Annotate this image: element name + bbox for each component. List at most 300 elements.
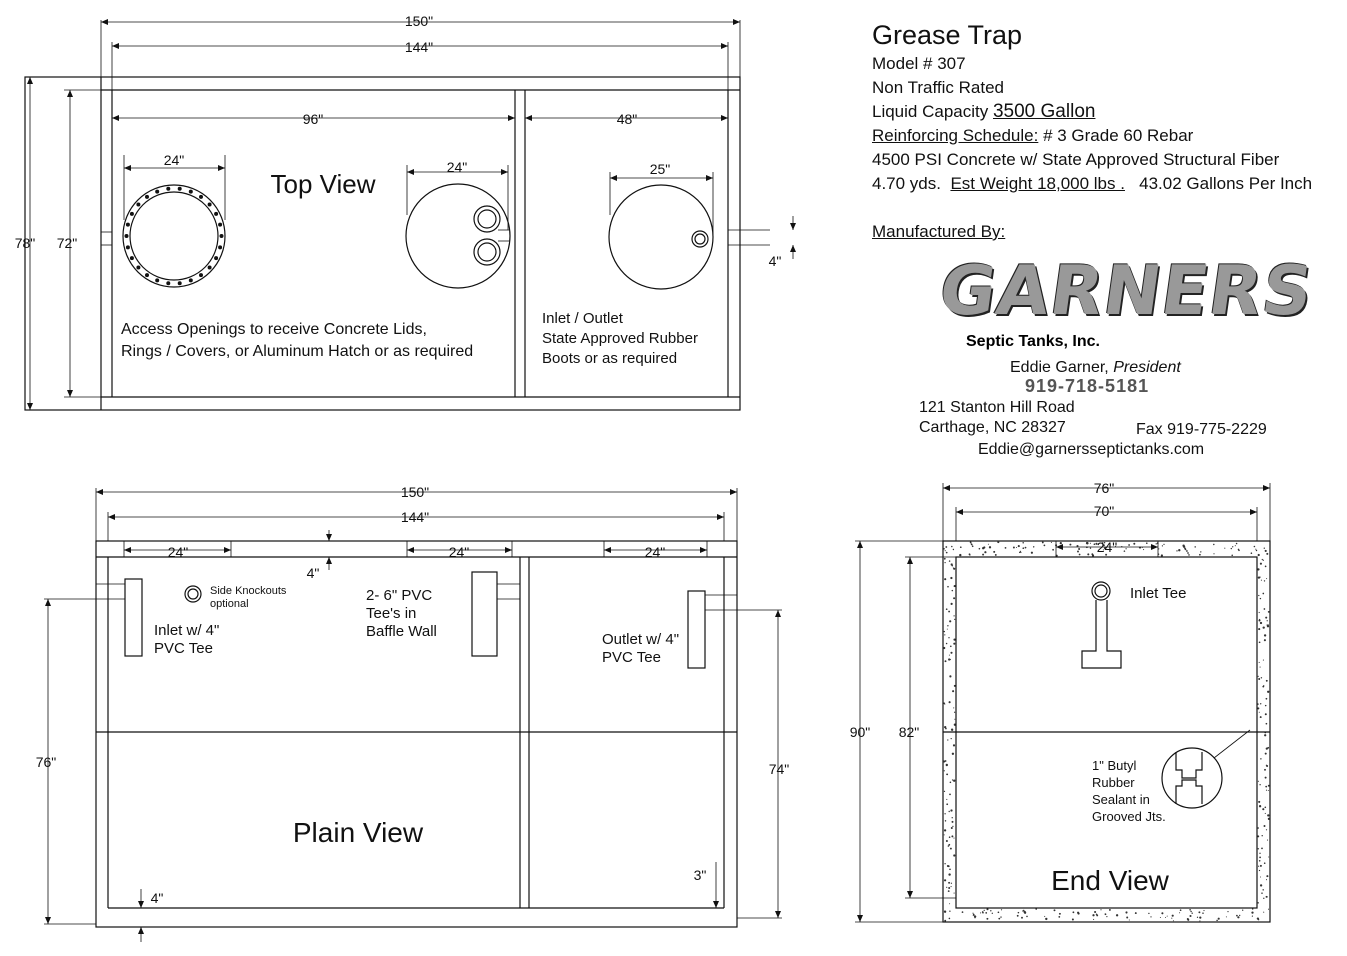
baffle-wall-tee bbox=[472, 572, 497, 656]
concrete-speckle bbox=[1238, 550, 1240, 552]
outlet-label-1: Outlet w/ 4" bbox=[602, 631, 680, 648]
concrete-speckle bbox=[1268, 818, 1270, 820]
manufactured-by: Manufactured By: bbox=[872, 222, 1006, 241]
access-opening-1 bbox=[123, 185, 225, 287]
yards: 4.70 yds. bbox=[872, 174, 941, 193]
concrete-speckle bbox=[1092, 554, 1094, 556]
concrete-speckle bbox=[982, 554, 984, 556]
concrete-speckle bbox=[1156, 543, 1157, 544]
concrete-speckle bbox=[1258, 554, 1260, 556]
top-dim-72: 72" bbox=[56, 235, 78, 251]
concrete-speckle bbox=[1100, 909, 1101, 910]
concrete-speckle bbox=[949, 918, 951, 920]
concrete-speckle bbox=[947, 865, 949, 867]
concrete-speckle bbox=[1268, 611, 1270, 613]
concrete-speckle bbox=[953, 597, 955, 599]
email-address: Eddie@garnersseptictanks.com bbox=[978, 441, 1205, 458]
concrete-speckle bbox=[1194, 546, 1196, 548]
concrete-speckle bbox=[953, 567, 954, 568]
concrete-speckle bbox=[945, 546, 947, 548]
concrete-speckle bbox=[1022, 910, 1023, 911]
concrete-speckle bbox=[1235, 545, 1236, 546]
concrete-speckle bbox=[1267, 747, 1269, 749]
concrete-speckle bbox=[1264, 548, 1265, 549]
concrete-speckle bbox=[949, 560, 950, 561]
concrete-speckle bbox=[1090, 543, 1091, 544]
concrete-speckle bbox=[1260, 884, 1262, 886]
concrete-speckle bbox=[1106, 916, 1107, 917]
concrete-speckle bbox=[1171, 918, 1172, 919]
concrete-speckle bbox=[1267, 620, 1268, 621]
concrete-speckle bbox=[1021, 917, 1023, 919]
concrete-speckle bbox=[1172, 915, 1174, 917]
contact-name bbox=[1010, 359, 1181, 377]
concrete-speckle bbox=[1079, 554, 1081, 556]
concrete-speckle bbox=[1150, 916, 1151, 917]
concrete-speckle bbox=[944, 558, 946, 560]
concrete-speckle bbox=[951, 603, 953, 605]
concrete-speckle bbox=[944, 813, 945, 814]
concrete-speckle bbox=[953, 780, 955, 782]
concrete-speckle bbox=[949, 675, 951, 677]
sealant-label-1: 1" Butyl bbox=[1092, 758, 1137, 773]
concrete-speckle bbox=[982, 912, 984, 914]
top-dim-opening-1: 24" bbox=[163, 152, 185, 168]
concrete-speckle bbox=[949, 794, 951, 796]
concrete-speckle bbox=[1242, 910, 1243, 911]
concrete-speckle bbox=[1031, 552, 1033, 554]
end-dim-82: 82" bbox=[898, 724, 920, 740]
concrete-speckle bbox=[1237, 916, 1239, 918]
sealant-label-4: Grooved Jts. bbox=[1092, 809, 1166, 824]
concrete-speckle bbox=[944, 879, 946, 881]
concrete-speckle bbox=[997, 541, 999, 543]
concrete-speckle bbox=[951, 546, 953, 548]
concrete-speckle bbox=[946, 799, 947, 800]
access-note-line-1: Access Openings to receive Concrete Lids, bbox=[121, 321, 427, 338]
concrete-speckle bbox=[1258, 781, 1259, 782]
concrete-speckle bbox=[1261, 848, 1263, 850]
end-dim-70: 70" bbox=[1093, 503, 1115, 519]
concrete-speckle bbox=[951, 827, 953, 829]
concrete-speckle bbox=[1260, 563, 1262, 565]
bolt-hole bbox=[218, 245, 222, 249]
concrete-speckle bbox=[1266, 680, 1268, 682]
traffic-rating: Non Traffic Rated bbox=[872, 78, 1004, 97]
concrete-speckle bbox=[1187, 919, 1189, 921]
concrete-speckle bbox=[1266, 879, 1267, 880]
concrete-speckle bbox=[972, 546, 974, 548]
contact-person: Eddie Garner, bbox=[1010, 359, 1109, 376]
concrete-speckle bbox=[1263, 898, 1264, 899]
concrete-speckle bbox=[953, 643, 955, 645]
concrete-speckle bbox=[1258, 848, 1259, 849]
product-title: Grease Trap bbox=[872, 20, 1023, 50]
concrete-speckle bbox=[946, 643, 948, 645]
access-note-line-2: Rings / Covers, or Aluminum Hatch or as required bbox=[121, 343, 474, 360]
bolt-hole bbox=[220, 234, 224, 238]
concrete-speckle bbox=[1078, 548, 1080, 550]
plain-dim-4-bottom: 4" bbox=[150, 890, 164, 906]
concrete-speckle bbox=[1259, 619, 1260, 620]
concrete-speckle bbox=[950, 782, 952, 784]
concrete-speckle bbox=[1025, 547, 1027, 549]
concrete-speckle bbox=[1268, 857, 1269, 858]
concrete-speckle bbox=[1125, 548, 1126, 549]
concrete-speckle bbox=[949, 811, 950, 812]
concrete-speckle bbox=[946, 840, 948, 842]
inlet-tee-label: Inlet Tee bbox=[1130, 585, 1187, 602]
concrete-speckle bbox=[1133, 543, 1135, 545]
top-dim-78: 78" bbox=[14, 235, 36, 251]
concrete-speckle bbox=[1258, 801, 1260, 803]
concrete-speckle bbox=[1026, 916, 1028, 918]
concrete-speckle bbox=[952, 821, 954, 823]
concrete-speckle bbox=[945, 660, 947, 662]
concrete-speckle bbox=[1231, 548, 1232, 549]
concrete-speckle bbox=[952, 690, 954, 692]
concrete-speckle bbox=[1264, 634, 1266, 636]
concrete-speckle bbox=[1197, 917, 1198, 918]
concrete-speckle bbox=[1072, 918, 1074, 920]
concrete-speckle bbox=[1264, 580, 1265, 581]
concrete-speckle bbox=[952, 779, 953, 780]
concrete-speckle bbox=[1259, 870, 1260, 871]
concrete-speckle bbox=[952, 590, 953, 591]
concrete-speckle bbox=[1045, 918, 1047, 920]
concrete-speckle bbox=[970, 542, 971, 543]
concrete-speckle bbox=[949, 836, 951, 838]
bolt-hole bbox=[136, 203, 140, 207]
concrete-speckle bbox=[946, 774, 947, 775]
concrete-speckle bbox=[944, 634, 945, 635]
concrete-speckle bbox=[998, 911, 1000, 913]
concrete-speckle bbox=[1052, 549, 1054, 551]
capacity-label: Liquid Capacity bbox=[872, 102, 989, 121]
reinforcing-label: Reinforcing Schedule: bbox=[872, 126, 1039, 145]
fax-number: Fax 919-775-2229 bbox=[1136, 421, 1267, 438]
concrete-speckle bbox=[998, 918, 1000, 920]
inlet-label-2: PVC Tee bbox=[154, 640, 213, 657]
concrete-speckle bbox=[945, 820, 946, 821]
concrete-speckle bbox=[950, 809, 952, 811]
concrete-speckle bbox=[951, 738, 952, 739]
concrete-speckle bbox=[1199, 916, 1201, 918]
concrete-speckle bbox=[1218, 918, 1220, 920]
concrete-speckle bbox=[954, 619, 955, 620]
concrete-speckle bbox=[1124, 550, 1126, 552]
bolt-hole bbox=[218, 223, 222, 227]
concrete-speckle bbox=[1167, 916, 1168, 917]
concrete-speckle bbox=[1105, 913, 1107, 915]
plain-dim-riser-2: 24" bbox=[448, 544, 470, 560]
address-line-1: 121 Stanton Hill Road bbox=[919, 399, 1075, 416]
concrete-speckle bbox=[1161, 912, 1163, 914]
capacity-value: 3500 Gallon bbox=[992, 101, 1096, 122]
concrete-speckle bbox=[950, 645, 952, 647]
concrete-speckle bbox=[1179, 912, 1180, 913]
concrete-speckle bbox=[1267, 814, 1269, 816]
bolt-hole bbox=[126, 245, 130, 249]
concrete-speckle bbox=[953, 549, 954, 550]
concrete-speckle bbox=[1125, 911, 1127, 913]
concrete-speckle bbox=[1262, 808, 1264, 810]
concrete-speckle bbox=[947, 586, 949, 588]
concrete-speckle bbox=[944, 829, 946, 831]
concrete-speckle bbox=[1161, 554, 1163, 556]
bolt-hole bbox=[214, 212, 218, 216]
concrete-speckle bbox=[1259, 853, 1260, 854]
inlet-tee bbox=[125, 579, 142, 656]
knockout-label-1: Side Knockouts bbox=[210, 585, 287, 597]
plain-dim-3: 3" bbox=[693, 867, 707, 883]
concrete-speckle bbox=[1266, 829, 1267, 830]
inlet-note-line-1: Inlet / Outlet bbox=[542, 310, 623, 327]
reinforcing-row bbox=[872, 124, 1312, 148]
concrete-speckle bbox=[990, 910, 991, 911]
concrete-speckle bbox=[1259, 662, 1260, 663]
concrete-speckle bbox=[944, 562, 945, 563]
concrete-speckle bbox=[1259, 576, 1260, 577]
plain-dim-lid: 4" bbox=[306, 565, 320, 581]
concrete-speckle bbox=[1260, 703, 1261, 704]
concrete-speckle bbox=[1022, 542, 1024, 544]
concrete-speckle bbox=[1199, 554, 1201, 556]
concrete-speckle bbox=[1260, 667, 1261, 668]
concrete-speckle bbox=[1018, 912, 1020, 914]
concrete-speckle bbox=[1198, 911, 1200, 913]
concrete-speckle bbox=[950, 577, 952, 579]
gallons-per-inch: 43.02 Gallons Per Inch bbox=[1139, 174, 1313, 193]
concrete-speckle bbox=[1256, 550, 1257, 551]
concrete-speckle bbox=[1093, 919, 1094, 920]
concrete-speckle bbox=[1266, 625, 1267, 626]
concrete-speckle bbox=[1251, 552, 1253, 554]
concrete-speckle bbox=[943, 647, 945, 649]
concrete-speckle bbox=[1199, 920, 1200, 921]
concrete-speckle bbox=[1189, 915, 1191, 917]
concrete-speckle bbox=[1020, 552, 1021, 553]
concrete-speckle bbox=[951, 886, 952, 887]
concrete-speckle bbox=[943, 760, 945, 762]
outlet-label-2: PVC Tee bbox=[602, 649, 661, 666]
concrete-speckle bbox=[1259, 612, 1260, 613]
concrete-speckle bbox=[1264, 608, 1266, 610]
concrete-speckle bbox=[992, 913, 993, 914]
concrete-speckle bbox=[1262, 593, 1264, 595]
bolt-hole bbox=[189, 278, 193, 282]
concrete-speckle bbox=[948, 844, 950, 846]
bolt-hole bbox=[130, 256, 134, 260]
bolt-hole bbox=[208, 203, 212, 207]
concrete-speckle bbox=[1200, 551, 1201, 552]
concrete-speckle bbox=[960, 546, 962, 548]
concrete-speckle bbox=[1087, 553, 1089, 555]
inlet-note-line-3: Boots or as required bbox=[542, 350, 678, 367]
concrete-speckle bbox=[1017, 915, 1019, 917]
concrete-speckle bbox=[1173, 920, 1174, 921]
concrete-speckle bbox=[1165, 917, 1166, 918]
concrete-speckle bbox=[951, 729, 953, 731]
concrete-speckle bbox=[948, 882, 950, 884]
concrete-speckle bbox=[946, 552, 948, 554]
concrete-speckle bbox=[1258, 628, 1260, 630]
concrete-speckle bbox=[1024, 912, 1026, 914]
logo-subtitle: Septic Tanks, Inc. bbox=[966, 333, 1100, 350]
concrete-speckle bbox=[947, 625, 948, 626]
concrete-speckle bbox=[1264, 806, 1266, 808]
concrete-speckle bbox=[1264, 862, 1266, 864]
concrete-speckle bbox=[1072, 911, 1074, 913]
end-view-title: End View bbox=[1051, 865, 1169, 896]
concrete-speckle bbox=[959, 554, 961, 556]
concrete-speckle bbox=[1018, 545, 1020, 547]
concrete-speckle bbox=[1265, 813, 1266, 814]
concrete-speckle bbox=[1013, 547, 1015, 549]
concrete-speckle bbox=[1268, 790, 1269, 791]
bolt-hole bbox=[208, 266, 212, 270]
concrete-speckle bbox=[985, 912, 987, 914]
baffle-label-1: 2- 6" PVC bbox=[366, 587, 433, 604]
concrete-speckle bbox=[1094, 543, 1096, 545]
concrete-speckle bbox=[1092, 914, 1094, 916]
concrete-speckle bbox=[1255, 549, 1256, 550]
concrete-speckle bbox=[1213, 553, 1214, 554]
concrete-speckle bbox=[1213, 544, 1214, 545]
concrete-speckle bbox=[1128, 544, 1130, 546]
concrete-speckle bbox=[1265, 786, 1267, 788]
concrete-speckle bbox=[995, 554, 997, 556]
concrete-speckle bbox=[950, 848, 952, 850]
concrete-speckle bbox=[1266, 553, 1268, 555]
concrete-speckle bbox=[950, 652, 952, 654]
access-opening-3 bbox=[609, 185, 713, 289]
concrete-speckle bbox=[1129, 919, 1130, 920]
concrete-speckle bbox=[1146, 542, 1148, 544]
concrete-speckle bbox=[944, 911, 946, 913]
sealant-label-2: Rubber bbox=[1092, 775, 1135, 790]
concrete-speckle bbox=[986, 918, 988, 920]
top-dim-opening-3: 25" bbox=[649, 161, 671, 177]
concrete-speckle bbox=[946, 608, 948, 610]
concrete-speckle bbox=[979, 548, 981, 550]
concrete-speckle bbox=[1178, 549, 1180, 551]
concrete-speckle bbox=[1260, 598, 1261, 599]
concrete-speckle bbox=[1191, 912, 1192, 913]
concrete-spec: 4500 PSI Concrete w/ State Approved Structural Fiber bbox=[872, 150, 1280, 169]
concrete-speckle bbox=[1183, 546, 1185, 548]
concrete-speckle bbox=[953, 854, 955, 856]
concrete-speckle bbox=[946, 803, 948, 805]
end-view bbox=[850, 480, 1270, 922]
concrete-speckle bbox=[1001, 909, 1002, 910]
plain-dim-150: 150" bbox=[400, 484, 430, 500]
concrete-speckle bbox=[945, 550, 946, 551]
concrete-speckle bbox=[954, 893, 955, 894]
concrete-speckle bbox=[1259, 860, 1261, 862]
concrete-speckle bbox=[1260, 622, 1262, 624]
concrete-speckle bbox=[1258, 919, 1259, 920]
concrete-speckle bbox=[1126, 917, 1128, 919]
concrete-speckle bbox=[1116, 914, 1118, 916]
est-weight: Est Weight 18,000 lbs . bbox=[950, 174, 1125, 193]
concrete-speckle bbox=[1019, 552, 1020, 553]
concrete-speckle bbox=[988, 544, 989, 545]
access-opening-2 bbox=[406, 184, 510, 288]
concrete-speckle bbox=[1016, 547, 1017, 548]
concrete-speckle bbox=[944, 834, 945, 835]
concrete-speckle bbox=[947, 629, 948, 630]
concrete-speckle bbox=[948, 873, 950, 875]
concrete-speckle bbox=[1000, 916, 1001, 917]
bolt-hole bbox=[199, 273, 203, 277]
info-block bbox=[872, 18, 1312, 244]
bolt-hole bbox=[155, 190, 159, 194]
concrete-speckle bbox=[1262, 889, 1263, 890]
concrete-speckle bbox=[971, 544, 972, 545]
bolt-hole bbox=[199, 195, 203, 199]
concrete-speckle bbox=[1265, 777, 1267, 779]
concrete-speckle bbox=[1265, 713, 1267, 715]
concrete-speckle bbox=[1258, 678, 1260, 680]
concrete-speckle bbox=[1266, 790, 1267, 791]
concrete-speckle bbox=[1258, 676, 1259, 677]
concrete-speckle bbox=[1264, 825, 1266, 827]
bolt-hole bbox=[136, 266, 140, 270]
concrete-speckle bbox=[1254, 546, 1256, 548]
concrete-speckle bbox=[1265, 753, 1267, 755]
concrete-speckle bbox=[1077, 551, 1079, 553]
concrete-speckle bbox=[948, 887, 950, 889]
concrete-speckle bbox=[1267, 691, 1269, 693]
concrete-speckle bbox=[980, 912, 981, 913]
top-view bbox=[15, 13, 793, 410]
concrete-speckle bbox=[1236, 915, 1238, 917]
concrete-speckle bbox=[1268, 909, 1269, 910]
concrete-speckle bbox=[974, 914, 975, 915]
concrete-speckle bbox=[951, 563, 953, 565]
concrete-speckle bbox=[1187, 552, 1189, 554]
concrete-speckle bbox=[1251, 911, 1253, 913]
concrete-speckle bbox=[944, 578, 946, 580]
concrete-speckle bbox=[1262, 835, 1263, 836]
concrete-speckle bbox=[1231, 555, 1233, 557]
concrete-speckle bbox=[1227, 911, 1228, 912]
concrete-speckle bbox=[1188, 554, 1190, 556]
concrete-speckle bbox=[1266, 875, 1268, 877]
concrete-speckle bbox=[1264, 639, 1266, 641]
concrete-speckle bbox=[989, 546, 991, 548]
concrete-speckle bbox=[1263, 685, 1264, 686]
concrete-speckle bbox=[972, 913, 973, 914]
concrete-speckle bbox=[1264, 769, 1266, 771]
concrete-speckle bbox=[943, 548, 945, 550]
concrete-speckle bbox=[1042, 541, 1044, 543]
concrete-speckle bbox=[1263, 560, 1264, 561]
concrete-speckle bbox=[949, 701, 951, 703]
inlet-note-line-2: State Approved Rubber bbox=[542, 330, 698, 347]
bolt-hole bbox=[155, 278, 159, 282]
address-line-2: Carthage, NC 28327 bbox=[919, 419, 1066, 436]
plain-dim-76: 76" bbox=[35, 754, 57, 770]
concrete-speckle bbox=[952, 826, 953, 827]
concrete-speckle bbox=[1268, 785, 1270, 787]
concrete-speckle bbox=[993, 551, 995, 553]
concrete-speckle bbox=[1190, 911, 1191, 912]
concrete-speckle bbox=[1022, 547, 1024, 549]
concrete-speckle bbox=[1260, 877, 1261, 878]
concrete-speckle bbox=[974, 917, 975, 918]
